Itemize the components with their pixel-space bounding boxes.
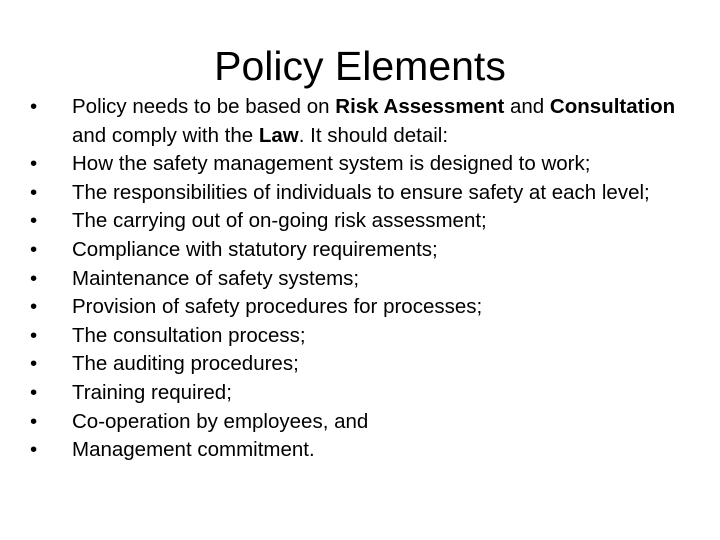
intro-text-4: . It should detail: — [298, 123, 449, 147]
bullet-item — [30, 236, 700, 265]
bullet-item — [30, 436, 700, 465]
bullet-text: The auditing procedures; — [72, 352, 299, 376]
bullet-text: Maintenance of safety systems; — [72, 266, 360, 290]
bullet-text: Training required; — [72, 380, 232, 404]
bullet-text: The consultation process; — [72, 323, 306, 347]
bullet-text: Compliance with statutory requirements; — [72, 237, 438, 261]
bullet-text: The responsibilities of individuals to ensure safety at each level; — [72, 180, 650, 204]
bullet-icon: • — [30, 180, 38, 204]
bullet-text: Management commitment. — [72, 438, 315, 462]
bullet-item — [30, 322, 700, 351]
bullet-item — [30, 293, 700, 322]
bullet-text: How the safety management system is designed to work; — [72, 152, 591, 176]
bullet-icon: • — [30, 380, 38, 404]
bullet-icon: • — [30, 152, 38, 176]
bullet-item — [30, 379, 700, 408]
bullet-item — [30, 207, 700, 236]
intro-text-2: and — [504, 95, 550, 118]
bullet-item — [30, 179, 700, 208]
bullet-item — [30, 265, 700, 294]
intro-bold-consultation: Consultation — [549, 95, 676, 118]
bullet-text: The carrying out of on-going risk assessment; — [72, 209, 487, 233]
bullet-text: Provision of safety procedures for processes; — [72, 295, 483, 319]
bullet-item — [30, 150, 700, 179]
bullet-text: Co-operation by employees, and — [72, 409, 369, 433]
intro-text-1: Policy needs to be based on — [72, 95, 336, 118]
bullet-item — [30, 350, 700, 379]
intro-bold-risk-assessment: Risk Assessment — [335, 95, 505, 118]
bullet-icon: • — [30, 352, 38, 376]
slide-title: Policy Elements — [214, 43, 506, 89]
bullet-icon: • — [30, 323, 38, 347]
bullet-icon: • — [30, 95, 38, 118]
bullet-icon: • — [30, 237, 38, 261]
bullet-icon: • — [30, 409, 38, 433]
intro-bold-law: Law — [258, 123, 299, 147]
bullet-icon: • — [30, 266, 38, 290]
bullet-icon: • — [30, 295, 38, 319]
bullet-item-intro — [30, 93, 700, 150]
bullet-icon: • — [30, 438, 38, 462]
bullet-item — [30, 408, 700, 437]
intro-text-3: and comply with the — [72, 123, 259, 147]
bullet-list — [30, 93, 700, 465]
bullet-icon: • — [30, 209, 38, 233]
